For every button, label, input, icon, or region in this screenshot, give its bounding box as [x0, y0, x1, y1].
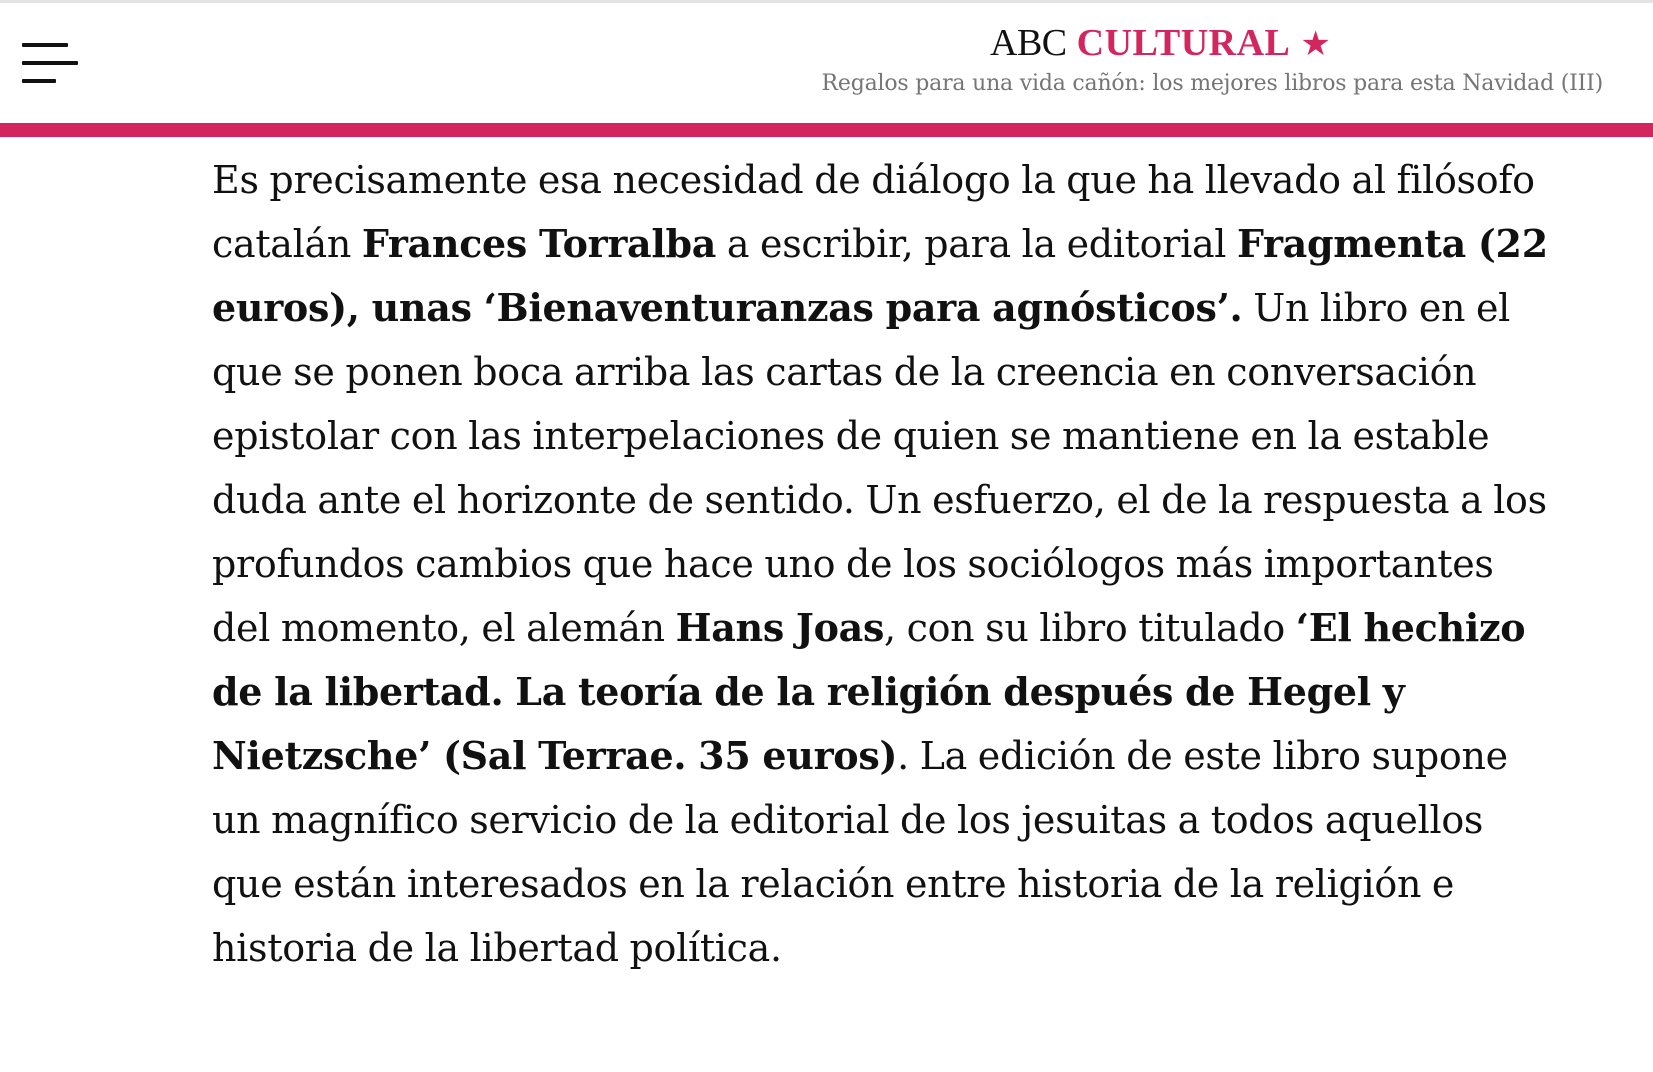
site-header	[0, 3, 1653, 123]
text-segment: a escribir, para la editorial	[716, 222, 1237, 266]
accent-divider	[0, 123, 1653, 137]
brand-prefix: ABC	[990, 22, 1067, 64]
menu-button[interactable]	[22, 41, 78, 85]
book-reference: Fragmenta (22 euros), unas ‘Bienaventuranzas para agnósticos’.	[212, 221, 1548, 330]
author-name: Frances Torralba	[361, 221, 717, 266]
text-segment: Es precisamente esa necesidad de diálogo la que ha llevado al filósofo catalán	[212, 158, 1535, 266]
article-body	[212, 148, 1552, 980]
brand-name: CULTURAL	[1076, 22, 1291, 64]
text-segment: Un libro en el que se ponen boca arriba las cartas de la creencia en conversación epistolar con las interpelaciones de quien se mantiene en la estable duda ante el horizonte de sentido. Un esfuerzo, el de la respuesta a los profundos cambios que hace uno de los sociólogos más importantes del momento, el alemán	[212, 286, 1547, 650]
author-name: Hans Joas	[675, 605, 885, 650]
hamburger-menu-icon-bar	[22, 61, 78, 65]
book-reference: ‘El hechizo de la libertad. La teoría de la religión después de Hegel y Nietzsche’ (Sal Terrae. 35 euros)	[212, 605, 1526, 778]
hamburger-menu-icon-bar	[22, 79, 56, 83]
brand-logo[interactable]	[990, 21, 1331, 71]
text-segment: , con su libro titulado	[884, 606, 1296, 650]
article-title: Regalos para una vida cañón: los mejores libros para esta Navidad (III)	[821, 71, 1603, 96]
star-icon: ★	[1300, 26, 1331, 63]
article-paragraph	[212, 148, 1552, 980]
text-segment: . La edición de este libro supone un magnífico servicio de la editorial de los jesuitas a todos aquellos que están interesados en la relación entre historia de la religión e historia de la libertad política.	[212, 734, 1508, 970]
hamburger-menu-icon	[22, 43, 68, 47]
